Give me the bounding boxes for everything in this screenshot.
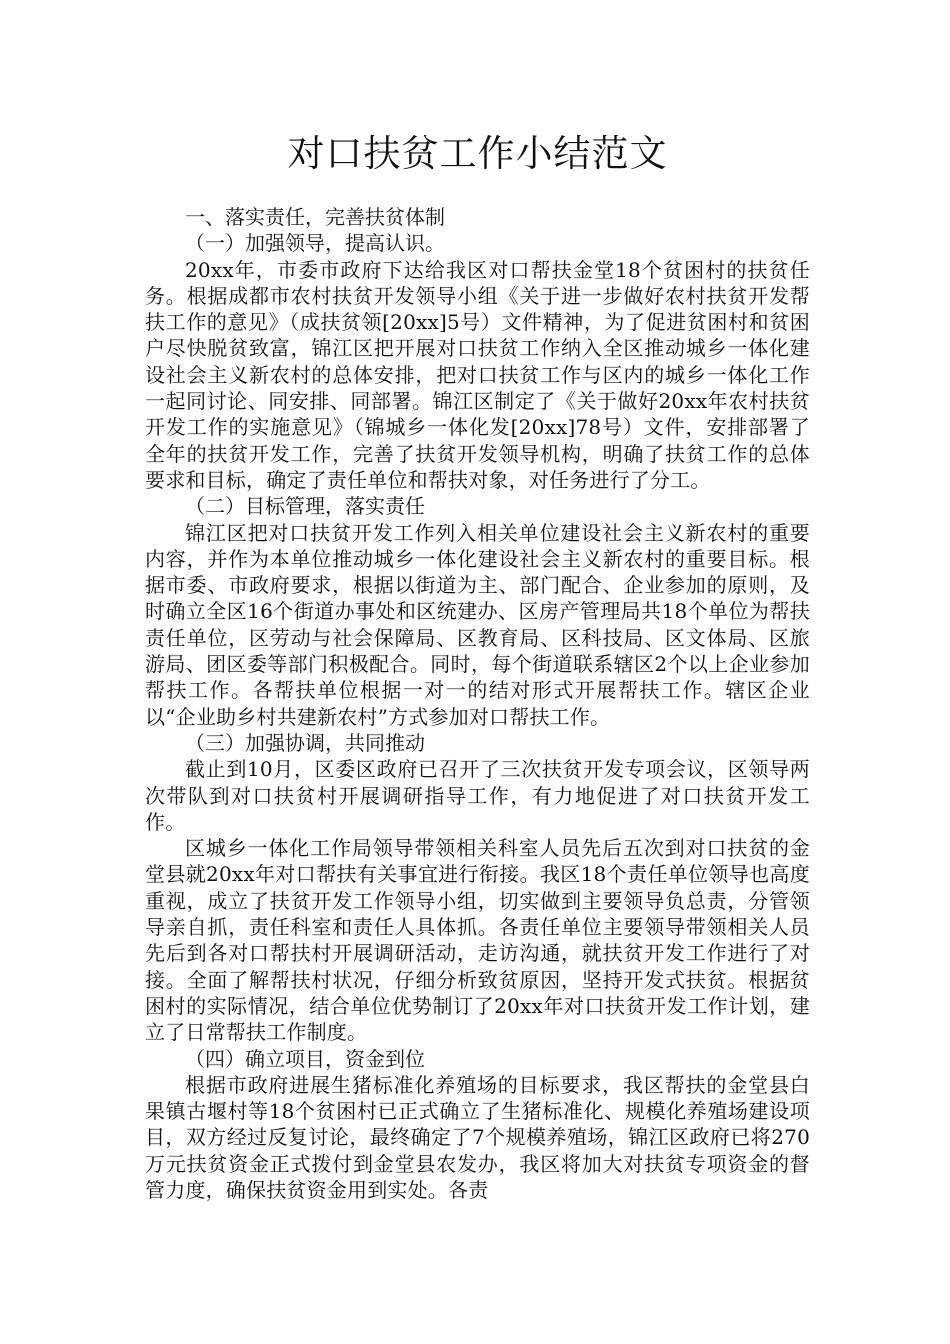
- paragraph: 截止到10月，区委区政府已召开了三次扶贫开发专项会议，区领导两次带队到对口扶贫村开展调研指导工作，有力地促进了对口扶贫开发工作。: [145, 757, 810, 834]
- subsection-heading-4: （四）确立项目，资金到位: [185, 1046, 425, 1071]
- document-page: [145, 120, 810, 1203]
- paragraph: 20xx年，市委市政府下达给我区对口帮扶金堂18个贫困村的扶贫任务。根据成都市农村扶贫开发领导小组《关于进一步做好农村扶贫开发帮扶工作的意见》（成扶贫领[20xx]5号）文件精神，为了促进贫困村和贫困户尽快脱贫致富，锦江区把开展对口扶贫工作纳入全区推动城乡一体化建设社会主义新农村的总体安排，把对口扶贫工作与区内的城乡一体化工作一起同讨论、同安排、同部署。锦江区制定了《关于做好20xx年农村扶贫开发工作的实施意见》（锦城乡一体化发[20xx]78号）文件，安排部署了全年的扶贫开发工作，完善了扶贫开发领导机构，明确了扶贫工作的总体要求和目标，确定了责任单位和帮扶对象，对任务进行了分工。: [145, 257, 810, 492]
- subsection-heading-2: （二）目标管理，落实责任: [185, 494, 425, 519]
- subsection-heading-1: （一）加强领导，提高认识。: [185, 231, 445, 256]
- paragraph: 根据市政府进展生猪标准化养殖场的目标要求，我区帮扶的金堂县白果镇古堰村等18个贫困村已正式确立了生猪标准化、规模化养殖场建设项目，双方经过反复讨论，最终确定了7个规模养殖场，锦江区政府已将270万元扶贫资金正式拨付到金堂县农发办，我区将加大对扶贫专项资金的督管力度，确保扶贫资金用到实处。各责: [145, 1072, 810, 1202]
- paragraph: 锦江区把对口扶贫开发工作列入相关单位建设社会主义新农村的重要内容，并作为本单位推动城乡一体化建设社会主义新农村的重要目标。根据市委、市政府要求，根据以街道为主、部门配合、企业参加的原则，及时确立全区16个街道办事处和区统建办、区房产管理局共18个单位为帮扶责任单位，区劳动与社会保障局、区教育局、区科技局、区文体局、区旅游局、团区委等部门积极配合。同时，每个街道联系辖区2个以上企业参加帮扶工作。各帮扶单位根据一对一的结对形式开展帮扶工作。辖区企业以“企业助乡村共建新农村”方式参加对口帮扶工作。: [145, 520, 810, 729]
- document-title: 对口扶贫工作小结范文: [287, 132, 668, 175]
- section-heading-1: 一、落实责任，完善扶贫体制: [185, 205, 445, 229]
- document-body: [145, 204, 810, 1203]
- paragraph: 区城乡一体化工作局领导带领相关科室人员先后五次到对口扶贫的金堂县就20xx年对口帮扶有关事宜进行衔接。我区18个责任单位领导也高度重视，成立了扶贫开发工作领导小组，切实做到主要领导负总责，分管领导亲自抓，责任科室和责任人具体抓。各责任单位主要领导带领相关人员先后到各对口帮扶村开展调研活动，走访沟通，就扶贫开发工作进行了对接。全面了解帮扶村状况，仔细分析致贫原因，坚持开发式扶贫。根据贫困村的实际情况，结合单位优势制订了20xx年对口扶贫开发工作计划，建立了日常帮扶工作制度。: [145, 836, 810, 1045]
- subsection-heading-3: （三）加强协调，共同推动: [185, 730, 425, 755]
